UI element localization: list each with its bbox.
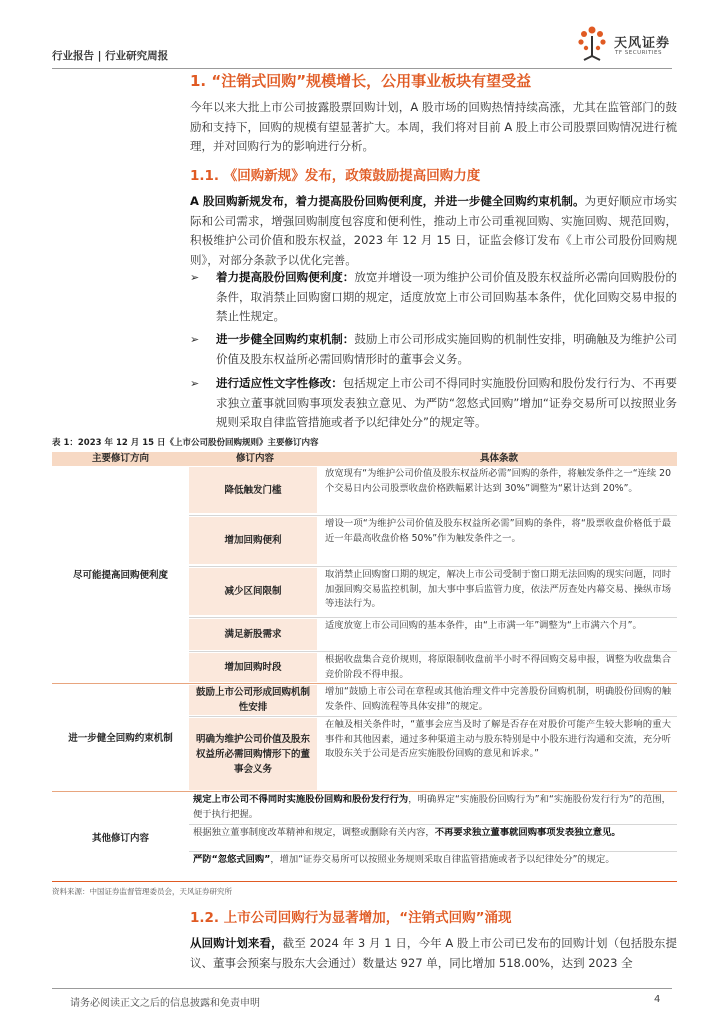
other-revision-lead: 规定上市公司不得同时实施股份回购和股份发行行为 bbox=[193, 794, 409, 805]
arrow-bullet-icon: ➢ bbox=[190, 333, 200, 346]
other-revision-body: ，增加“证券交易所可以按照业务规则采取自律监管措施或者予以纪律处分”的规定。 bbox=[270, 854, 615, 865]
flower-logo-icon bbox=[570, 22, 614, 62]
table-bottom-rule bbox=[52, 881, 677, 882]
revision-table bbox=[52, 452, 677, 882]
revision-item-cell: 满足新股需求 bbox=[189, 619, 317, 650]
page-number: 4 bbox=[654, 994, 661, 1005]
bullet-lead: 进一步健全回购约束机制： bbox=[216, 332, 355, 346]
category-cell: 进一步健全回购约束机制 bbox=[68, 733, 173, 744]
revision-detail-cell: 增设一项“为维护公司价值及股东权益所必需”回购的条件，将“股票收盘价格低于最近一年最高收盘价格 50%”作为触发条件之一。 bbox=[325, 518, 671, 544]
policy-paragraph bbox=[190, 192, 677, 270]
header-rule bbox=[52, 68, 672, 69]
revision-item-cell: 鼓励上市公司形成回购机制性安排 bbox=[189, 685, 317, 715]
bullet-lead: 进行适应性文字性修改： bbox=[216, 376, 343, 390]
other-revision-body: 根据独立董事制度改革精神和规定，调整或删除有关内容， bbox=[193, 827, 435, 838]
arrow-bullet-icon: ➢ bbox=[190, 377, 200, 390]
report-tag: 行业报告 | 行业研究周报 bbox=[52, 50, 169, 62]
bullet-item bbox=[190, 374, 677, 434]
revision-item-cell: 明确为维护公司价值及股东权益所必需回购情形下的董事会义务 bbox=[189, 718, 317, 790]
section-1-2-title: 1.2. 上市公司回购行为显著增加，“注销式回购”涌现 bbox=[190, 910, 512, 926]
brand-name: 天风证券 bbox=[614, 36, 671, 51]
revision-detail-cell: 根据收盘集合竞价规则，将原限制收盘前半小时不得回购交易申报，调整为收盘集合竞价阶段不得申报。 bbox=[325, 654, 671, 680]
brand-logo bbox=[570, 22, 680, 62]
bullet-body: 包括规定上市公司不得同时实施股份回购和股份发行行为、不再要求独立董事就回购事项发表独立意见、为严防“忽悠式回购”增加“证券交易所可以按照业务规则采取自律监管措施或者予以纪律处分”的规定等。 bbox=[216, 376, 677, 429]
intro-paragraph: 今年以来大批上市公司披露股票回购计划，A 股市场的回购热情持续高涨，尤其在监管部门的鼓励和支持下，回购的规模有望显著扩大。本周，我们将对目前 A 股上市公司股票回购情况进行梳理，并对回购行为的影响进行分析。 bbox=[190, 100, 677, 153]
policy-body: 为更好顺应市场实际和公司需求，增强回购制度包容度和便利性，推动上市公司重视回购、实施回购、规范回购，积极维护公司价值和股东权益，2023 年 12 月 15 日，证监会修订发布《上市公司股份回购规则》，对部分条款予以优化完善。 bbox=[190, 194, 678, 267]
other-revision-row bbox=[189, 792, 675, 823]
disclaimer-note: 请务必阅读正文之后的信息披露和免责申明 bbox=[70, 998, 260, 1009]
footer-rule bbox=[52, 988, 672, 989]
buyback-lead: 从回购计划来看， bbox=[190, 936, 283, 950]
revision-item-cell: 减少区间限制 bbox=[189, 568, 317, 615]
brand-subtitle: TF SECURITIES bbox=[615, 50, 662, 56]
table-source: 资料来源：中国证券监督管理委员会，天风证券研究所 bbox=[52, 887, 232, 896]
policy-lead: A 股回购新规发布，着力提高股份回购便利度，并进一步健全回购约束机制。 bbox=[190, 194, 585, 208]
category-cell: 其他修订内容 bbox=[91, 832, 149, 844]
revision-item-cell: 降低触发门槛 bbox=[189, 467, 317, 513]
revision-detail-cell: 在触及相关条件时，“董事会应当及时了解是否存在对股价可能产生较大影响的重大事件和其他因素，通过多种渠道主动与股东特别是中小股东进行沟通和交流，充分听取股东关于公司是否应实施股份回购的意见和诉求。” bbox=[325, 719, 671, 759]
revision-item-cell: 增加回购时段 bbox=[189, 653, 317, 682]
buyback-paragraph bbox=[190, 934, 677, 974]
other-revision-lead: 严防“忽悠式回购” bbox=[193, 854, 271, 865]
section-1-1-title: 1.1. 《回购新规》发布，政策鼓励提高回购力度 bbox=[190, 168, 481, 184]
revision-detail-cell: 适度放宽上市公司回购的基本条件，由“上市满一年”调整为“上市满六个月”。 bbox=[325, 620, 642, 631]
table-header-cell: 修订内容 bbox=[189, 452, 321, 466]
bullet-lead: 着力提高股份回购便利度： bbox=[216, 270, 355, 284]
other-revision-body: ，明确界定“实施股份回购行为”和“实施股份发行行为”的范围，便于执行把握。 bbox=[193, 794, 671, 820]
bullet-body: 鼓励上市公司形成实施回购的机制性安排，明确触及为维护公司价值及股东权益所必需回购情形时的董事会义务。 bbox=[216, 332, 678, 366]
category-cell: 尽可能提高回购便利度 bbox=[72, 570, 168, 581]
other-revision-lead: 不再要求独立董事就回购事项发表独立意见。 bbox=[434, 827, 621, 838]
section-1-title: 1. “注销式回购”规模增长，公用事业板块有望受益 bbox=[190, 72, 532, 90]
revision-detail-cell: 放宽现有“为维护公司价值及股东权益所必需”回购的条件，将触发条件之一“连续 20 个交易日内公司股票收盘价格跌幅累计达到 30%”调整为“累计达到 20%”。 bbox=[325, 468, 671, 494]
table-caption: 表 1：2023 年 12 月 15 日《上市公司股份回购规则》主要修订内容 bbox=[52, 438, 319, 448]
bullet-item bbox=[190, 330, 677, 370]
bullet-body: 放宽并增设一项为维护公司价值及股东权益所必需向回购股份的条件，取消禁止回购窗口期的规定，适度放宽上市公司回购基本条件，优化回购交易申报的禁止性规定。 bbox=[216, 270, 678, 323]
revision-detail-cell: 增加“鼓励上市公司在章程或其他治理文件中完善股份回购机制，明确股份回购的触发条件、回购流程等具体安排”的规定。 bbox=[325, 686, 671, 712]
arrow-bullet-icon: ➢ bbox=[190, 271, 200, 284]
revision-detail-cell: 取消禁止回购窗口期的规定，解决上市公司受制于窗口期无法回购的现实问题，同时加强回购交易监控机制，加大事中事后监管力度，依法严厉查处内幕交易、操纵市场等违法行为。 bbox=[325, 569, 671, 609]
other-revision-row bbox=[189, 852, 675, 881]
table-header-cell: 主要修订方向 bbox=[52, 452, 189, 466]
buyback-body: 截至 2024 年 3 月 1 日，今年 A 股上市公司已发布的回购计划（包括股东提议、董事会预案与股东大会通过）数量达 927 单，同比增加 518.00%，达到 2023 全 bbox=[190, 936, 677, 970]
bullet-item bbox=[190, 268, 677, 328]
table-header-cell: 具体条款 bbox=[321, 452, 677, 466]
revision-item-cell: 增加回购便利 bbox=[189, 517, 317, 564]
